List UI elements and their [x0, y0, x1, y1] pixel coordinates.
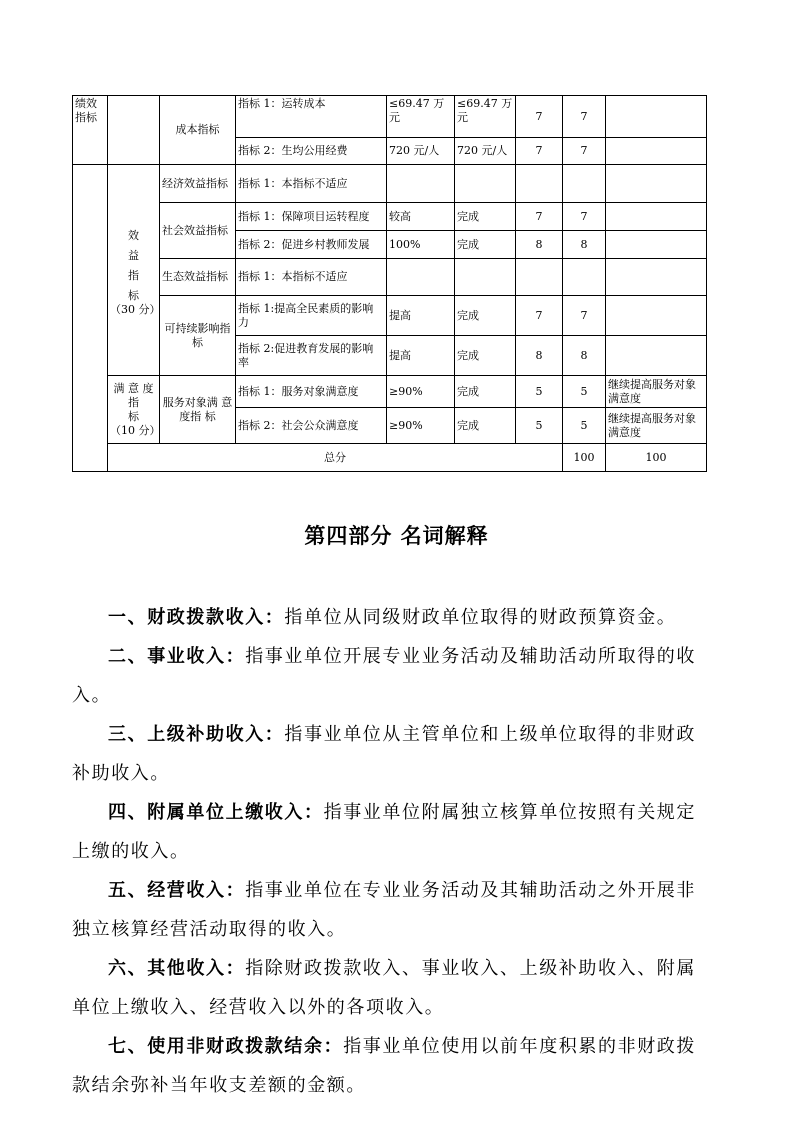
section-title: 第四部分 名词解释	[304, 523, 489, 548]
glossary-item	[72, 793, 706, 871]
glossary-definition: 指事业单位在专业业务活动及其辅助活动之外开展非独立核算经营活动取得的收入。	[72, 880, 697, 940]
glossary-item	[72, 949, 706, 1027]
indicator-cell: 指标 1：本指标不适应	[236, 165, 387, 203]
actual-cell: 完成	[455, 336, 516, 376]
indicator-cell: 指标 1：保障项目运转程度	[236, 203, 387, 231]
glossary-item	[72, 637, 706, 715]
actual-cell	[455, 165, 516, 203]
table-row	[73, 203, 707, 231]
level1-cell: 绩效指标	[73, 96, 108, 165]
group-cell: 可持续影响指 标	[160, 296, 236, 376]
remark-cell	[606, 203, 707, 231]
indicator-cell: 指标 2：社会公众满意度	[236, 408, 387, 444]
glossary-term: 四、附属单位上缴收入：	[108, 802, 324, 823]
weight-cell: 7	[516, 138, 563, 165]
table-row	[73, 96, 707, 138]
remark-cell	[606, 296, 707, 336]
score-cell	[563, 165, 606, 203]
weight-cell: 7	[516, 96, 563, 138]
target-cell	[387, 165, 455, 203]
indicator-cell: 指标 1：运转成本	[236, 96, 387, 138]
indicator-cell: 指标 2：生均公用经费	[236, 138, 387, 165]
glossary-definition: 指除财政拨款收入、事业收入、上级补助收入、附属单位上缴收入、经营收入以外的各项收入。	[72, 958, 697, 1018]
indicator-cell: 指标 1：本指标不适应	[236, 259, 387, 296]
level3-cell: 成本指标	[160, 96, 236, 165]
remark-cell: 继续提高服务对象满意度	[606, 408, 707, 444]
remark-cell	[606, 259, 707, 296]
glossary-item	[72, 871, 706, 949]
actual-cell: 完成	[455, 203, 516, 231]
actual-cell: 720 元/人	[455, 138, 516, 165]
score-cell: 7	[563, 296, 606, 336]
glossary-definition: 指事业单位附属独立核算单位按照有关规定上缴的收入。	[72, 802, 697, 862]
actual-cell: 完成	[455, 296, 516, 336]
benefit-label-line: 益	[128, 249, 139, 262]
actual-cell	[455, 259, 516, 296]
satisfaction-label-line: 指	[128, 395, 139, 409]
target-cell: 提高	[387, 336, 455, 376]
weight-cell: 7	[516, 296, 563, 336]
glossary-term: 五、经营收入：	[108, 880, 246, 901]
weight-cell: 8	[516, 336, 563, 376]
performance-table	[72, 95, 707, 472]
glossary-list	[72, 598, 706, 1105]
score-cell: 5	[563, 408, 606, 444]
glossary-definition: 指事业单位从主管单位和上级单位取得的非财政补助收入。	[72, 724, 697, 784]
target-cell	[387, 259, 455, 296]
glossary-item	[72, 715, 706, 793]
satisfaction-label-cell	[108, 376, 160, 444]
score-cell	[563, 259, 606, 296]
table-row	[73, 259, 707, 296]
glossary-item	[72, 598, 706, 637]
glossary-term: 二、事业收入：	[108, 646, 246, 667]
target-cell: 720 元/人	[387, 138, 455, 165]
indicator-cell: 指标 1：服务对象满意度	[236, 376, 387, 408]
target-cell: 100%	[387, 231, 455, 259]
group-cell: 经济效益指标	[160, 165, 236, 203]
target-cell: ≥90%	[387, 376, 455, 408]
score-cell: 7	[563, 138, 606, 165]
target-cell: 提高	[387, 296, 455, 336]
glossary-definition: 指单位从同级财政单位取得的财政预算资金。	[284, 607, 677, 628]
target-cell: 较高	[387, 203, 455, 231]
table-row	[73, 376, 707, 408]
indicator-cell: 指标 2:促进教育发展的影响率	[236, 336, 387, 376]
glossary-definition: 指事业单位使用以前年度积累的非财政拨款结余弥补当年收支差额的金额。	[72, 1036, 697, 1096]
benefit-label-line: 效	[128, 229, 139, 242]
benefit-label-line: （30 分）	[110, 303, 161, 316]
actual-cell: ≤69.47 万元	[455, 96, 516, 138]
weight-cell: 5	[516, 376, 563, 408]
benefit-label-cell	[108, 165, 160, 376]
score-cell: 7	[563, 96, 606, 138]
weight-cell: 7	[516, 203, 563, 231]
score-cell: 8	[563, 231, 606, 259]
glossary-term: 三、上级补助收入：	[108, 724, 285, 745]
benefit-label-line: 标	[128, 289, 139, 302]
remark-cell	[606, 96, 707, 138]
total-weight-cell: 100	[563, 444, 606, 472]
glossary-term: 六、其他收入：	[108, 958, 246, 979]
total-row	[73, 444, 707, 472]
remark-cell	[606, 165, 707, 203]
score-cell: 7	[563, 203, 606, 231]
target-cell: ≥90%	[387, 408, 455, 444]
level2-cell	[108, 96, 160, 165]
remark-cell	[606, 231, 707, 259]
remark-cell	[606, 138, 707, 165]
weight-cell	[516, 259, 563, 296]
table-row	[73, 165, 707, 203]
total-label-cell: 总分	[108, 444, 563, 472]
weight-cell	[516, 165, 563, 203]
weight-cell: 5	[516, 408, 563, 444]
score-cell: 5	[563, 376, 606, 408]
actual-cell: 完成	[455, 376, 516, 408]
group-cell: 社会效益指标	[160, 203, 236, 259]
table-row	[73, 296, 707, 336]
satisfaction-label-line: （10 分）	[110, 423, 161, 437]
satisfaction-label-line: 满 意 度	[113, 381, 154, 395]
glossary-definition: 指事业单位开展专业业务活动及辅助活动所取得的收入。	[72, 646, 697, 706]
satisfaction-label-line: 标	[128, 409, 139, 423]
remark-cell	[606, 336, 707, 376]
target-cell: ≤69.47 万元	[387, 96, 455, 138]
total-score-cell: 100	[606, 444, 707, 472]
score-cell: 8	[563, 336, 606, 376]
remark-cell: 继续提高服务对象满意度	[606, 376, 707, 408]
weight-cell: 8	[516, 231, 563, 259]
benefit-label-line: 指	[128, 269, 139, 282]
group-cell: 服务对象满 意 度指 标	[160, 376, 236, 444]
indicator-cell: 指标 2：促进乡村教师发展	[236, 231, 387, 259]
glossary-term: 七、使用非财政拨款结余：	[108, 1036, 344, 1057]
glossary-item	[72, 1027, 706, 1105]
glossary-term: 一、财政拨款收入：	[108, 607, 285, 628]
actual-cell: 完成	[455, 408, 516, 444]
actual-cell: 完成	[455, 231, 516, 259]
group-cell: 生态效益指标	[160, 259, 236, 296]
level1-cell	[73, 165, 108, 472]
indicator-cell: 指标 1:提高全民素质的影响力	[236, 296, 387, 336]
